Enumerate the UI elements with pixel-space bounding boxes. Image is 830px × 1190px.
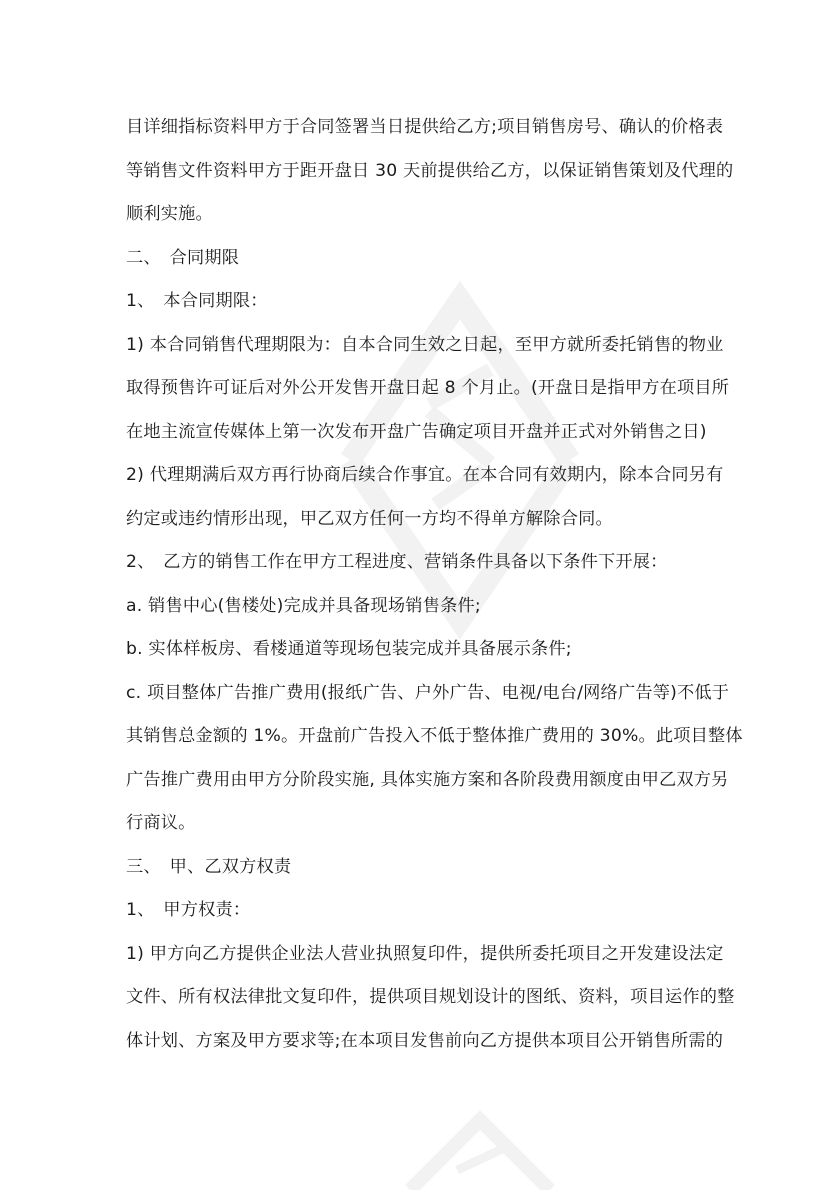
- watermark-logo-bottom-icon: [400, 1110, 560, 1190]
- section-heading: 二、 合同期限: [126, 247, 240, 268]
- subsection-heading: 1、 本合同期限：: [126, 291, 268, 311]
- paragraph-line: 2) 代理期满后双方再行协商后续合作事宜。在本合同有效期内，除本合同另有: [126, 465, 724, 485]
- document-body: [126, 112, 743, 1069]
- paragraph-line: 文件、所有权法律批文复印件，提供项目规划设计的图纸、资料，项目运作的整: [126, 987, 735, 1007]
- list-item: b. 实体样板房、看楼通道等现场包装完成并具备展示条件;: [126, 639, 572, 659]
- paragraph-line: 等销售文件资料甲方于距开盘日 30 天前提供给乙方，以保证销售策划及代理的: [126, 160, 734, 181]
- paragraph-line: 1) 本合同销售代理期限为：自本合同生效之日起，至甲方就所委托销售的物业: [126, 334, 724, 355]
- paragraph-line: 广告推广费用由甲方分阶段实施, 具体实施方案和各阶段费用额度由甲乙双方另: [126, 769, 729, 790]
- paragraph-line: 取得预售许可证后对外公开发售开盘日起 8 个月止。(开盘日是指甲方在项目所: [126, 378, 730, 398]
- paragraph-line: 在地主流宣传媒体上第一次发布开盘广告确定项目开盘并正式对外销售之日): [126, 421, 707, 442]
- list-item: c. 项目整体广告推广费用(报纸广告、户外广告、电视/电台/网络广告等)不低于: [126, 682, 730, 703]
- paragraph-line: 约定或违约情形出现，甲乙双方任何一方均不得单方解除合同。: [126, 508, 613, 529]
- paragraph-line: 1) 甲方向乙方提供企业法人营业执照复印件，提供所委托项目之开发建设法定: [126, 943, 724, 964]
- list-item: a. 销售中心(售楼处)完成并具备现场销售条件;: [126, 595, 481, 616]
- paragraph-line: 目详细指标资料甲方于合同签署当日提供给乙方;项目销售房号、确认的价格表: [126, 117, 724, 137]
- subsection-heading: 1、 甲方权责：: [126, 900, 251, 920]
- section-heading: 三、 甲、乙双方权责: [126, 856, 292, 877]
- paragraph-line: 其销售总金额的 1%。开盘前广告投入不低于整体推广费用的 30%。此项目整体: [126, 726, 743, 746]
- subsection-heading: 2、 乙方的销售工作在甲方工程进度、营销条件具备以下条件下开展：: [126, 552, 668, 572]
- paragraph-line: 行商议。: [126, 813, 196, 833]
- paragraph-line: 体计划、方案及甲方要求等;在本项目发售前向乙方提供本项目公开销售所需的: [126, 1030, 724, 1051]
- paragraph-line: 顺利实施。: [126, 204, 213, 224]
